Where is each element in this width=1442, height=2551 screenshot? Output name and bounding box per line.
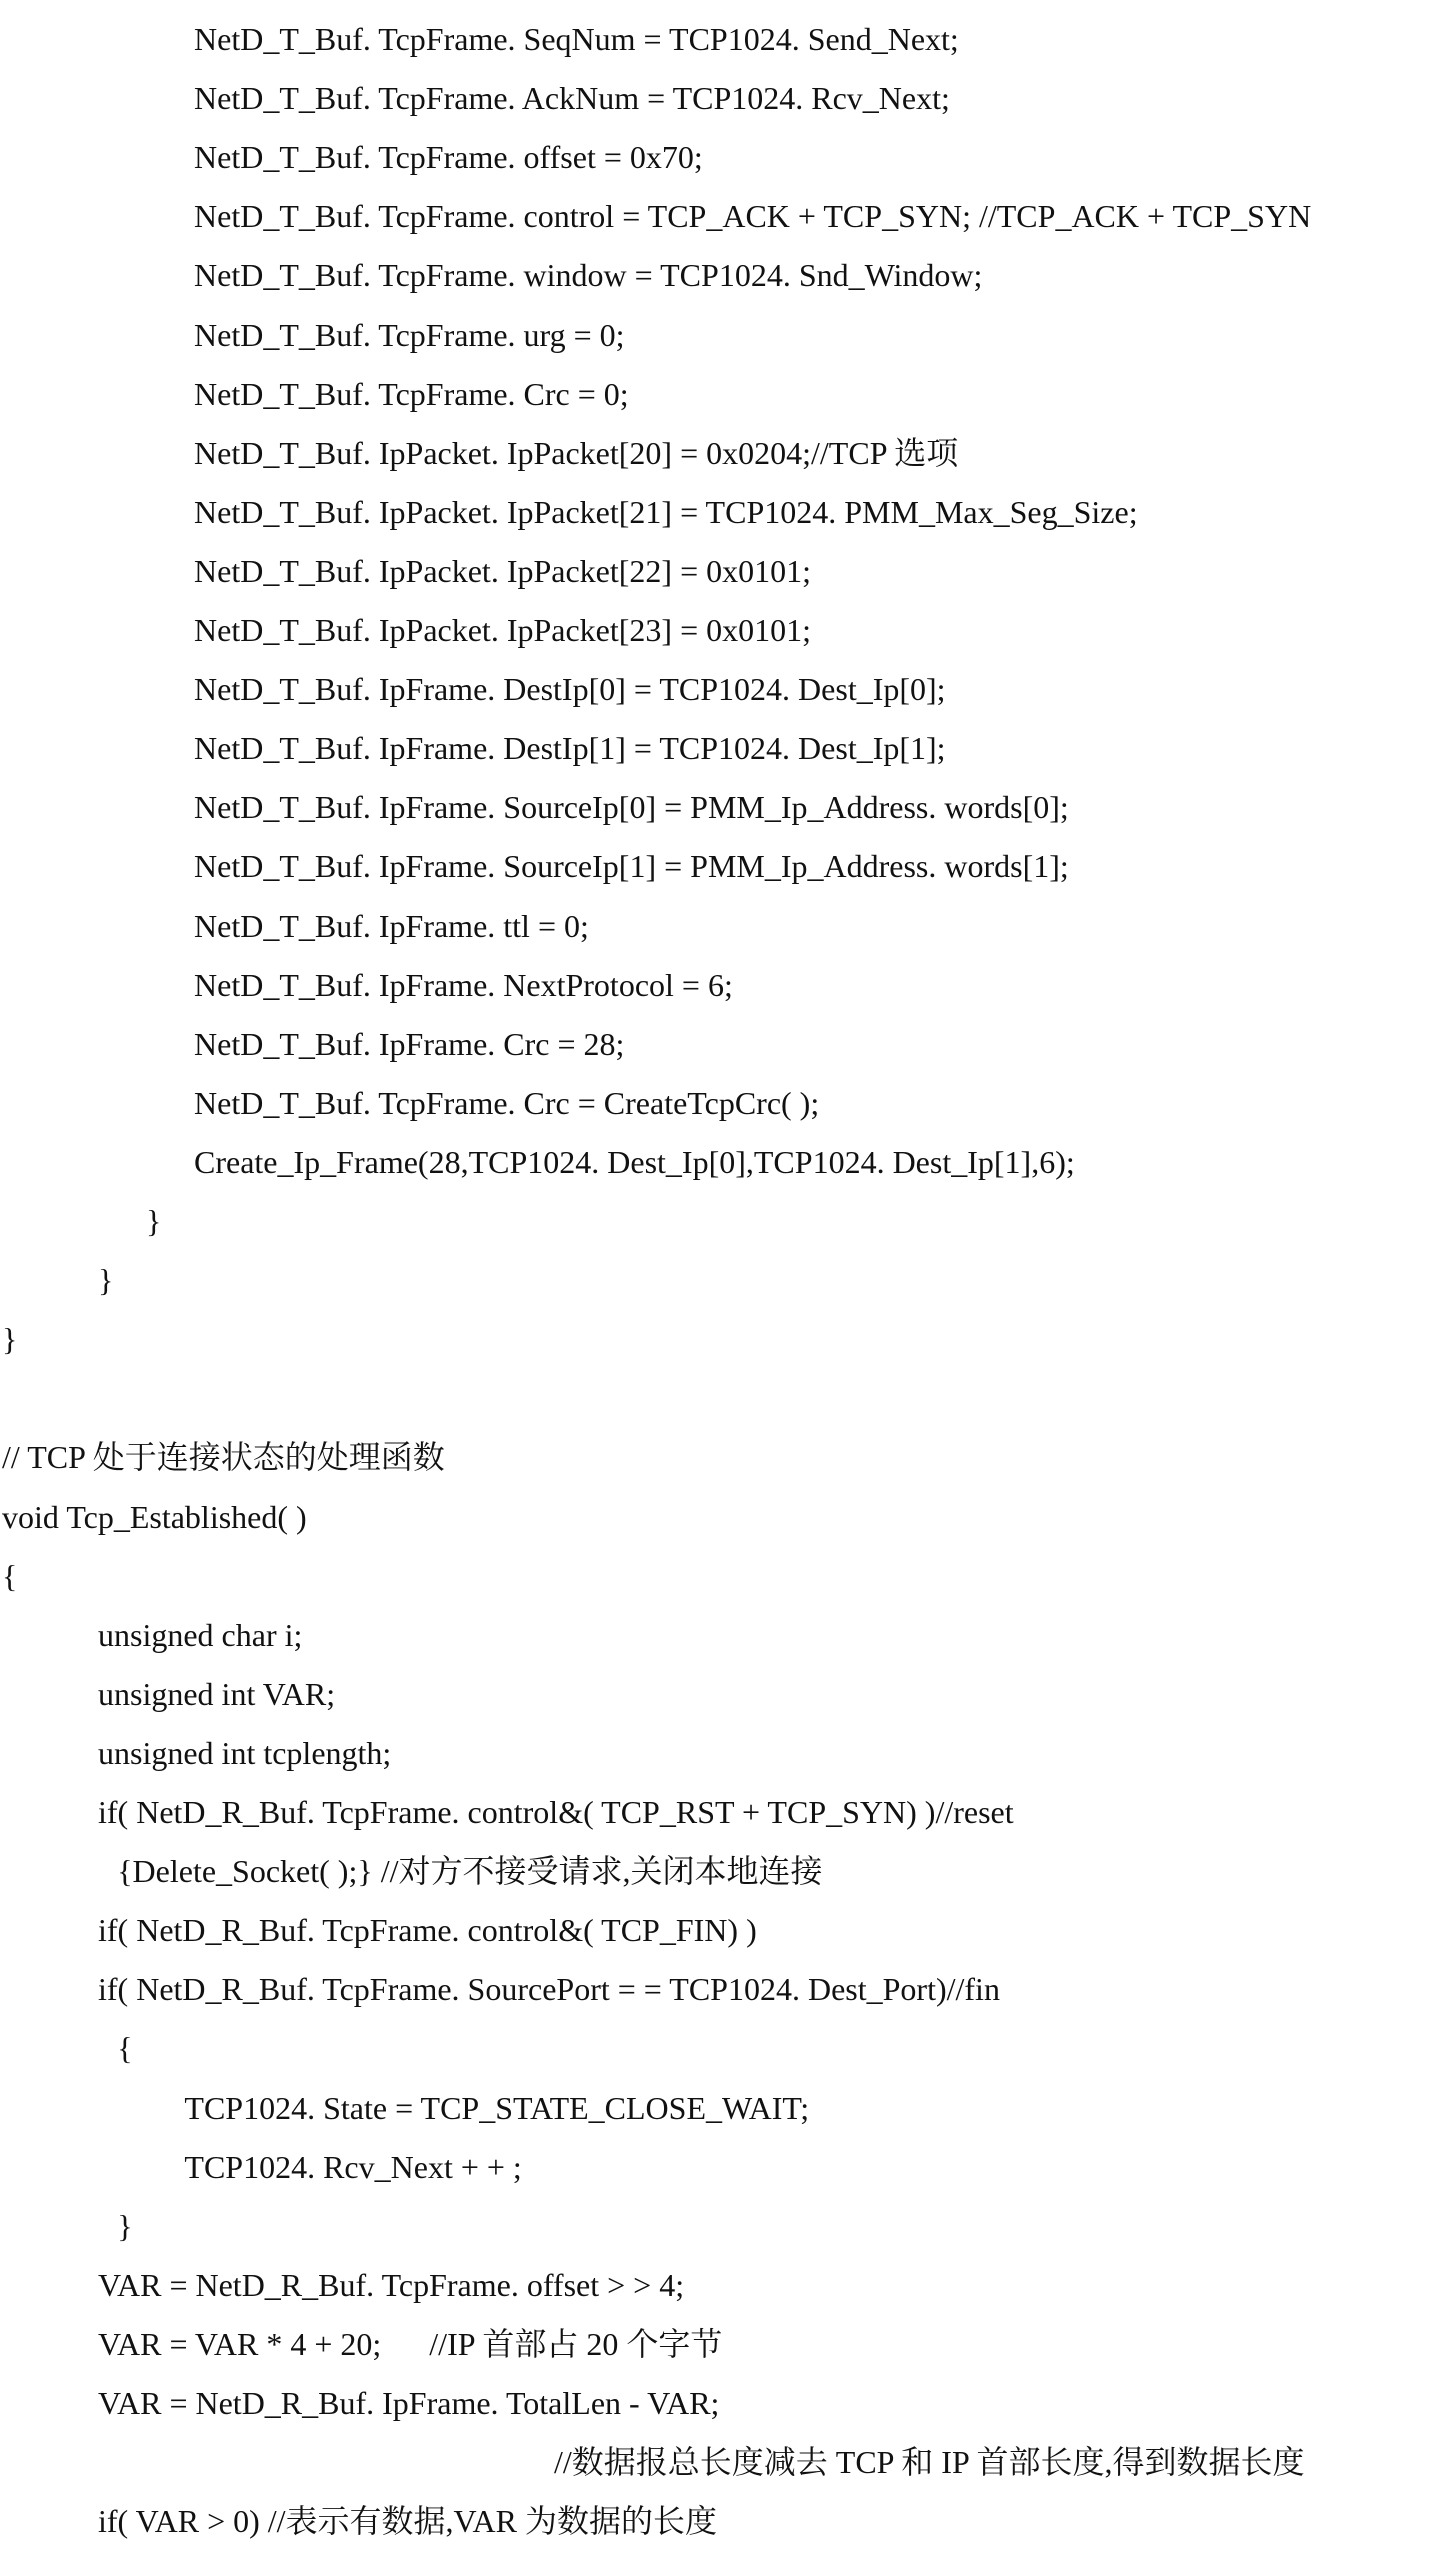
code-line: Create_Ip_Frame(28,TCP1024. Dest_Ip[0],TCP1024. Dest_Ip[1],6);: [194, 1143, 1075, 1180]
code-line: TCP1024. Rcv_Next + + ;: [184, 2148, 522, 2185]
code-line: TCP1024. State = TCP_STATE_CLOSE_WAIT;: [184, 2089, 810, 2126]
code-line: NetD_T_Buf. TcpFrame. SeqNum = TCP1024. Send_Next;: [194, 21, 959, 57]
code-line: if( NetD_R_Buf. TcpFrame. control&( TCP_RST + TCP_SYN) )//reset: [98, 1794, 1014, 1830]
code-line: if( NetD_R_Buf. TcpFrame. SourcePort = = TCP1024. Dest_Port)//fin: [98, 1971, 1000, 2008]
code-line: NetD_T_Buf. IpPacket. IpPacket[22] = 0x0101;: [194, 552, 812, 589]
code-line: if( NetD_R_Buf. TcpFrame. control&( TCP_FIN) ): [98, 1912, 757, 1949]
code-line: unsigned int tcplength;: [98, 1734, 392, 1771]
code-line: unsigned int VAR;: [98, 1675, 336, 1712]
code-line: void Tcp_Established( ): [2, 1498, 307, 1535]
code-line: // TCP 处于连接状态的处理函数: [2, 1439, 445, 1476]
code-line: NetD_T_Buf. IpPacket. IpPacket[20] = 0x0204;//TCP 选项: [194, 434, 959, 471]
code-line: NetD_T_Buf. TcpFrame. AckNum = TCP1024. Rcv_Next;: [194, 80, 950, 117]
code-line: VAR = NetD_R_Buf. TcpFrame. offset > > 4;: [98, 2266, 685, 2303]
code-line: NetD_T_Buf. TcpFrame. Crc = CreateTcpCrc( );: [194, 1084, 820, 1121]
code-line: {Delete_Socket( );} //对方不接受请求,关闭本地连接: [117, 1853, 823, 1890]
code-line: VAR = NetD_R_Buf. IpFrame. TotalLen - VAR;: [98, 2385, 720, 2421]
code-line: NetD_T_Buf. TcpFrame. urg = 0;: [194, 316, 625, 353]
code-line: NetD_T_Buf. TcpFrame. Crc = 0;: [194, 375, 629, 412]
code-line: {: [117, 2030, 133, 2067]
code-line: }: [117, 2207, 133, 2244]
code-line: VAR = VAR * 4 + 20; //IP 首部占 20 个字节: [98, 2325, 723, 2362]
code-line: NetD_T_Buf. IpFrame. SourceIp[1] = PMM_Ip_Address. words[1];: [194, 848, 1069, 885]
code-line: NetD_T_Buf. IpFrame. NextProtocol = 6;: [194, 966, 733, 1003]
code-line: NetD_T_Buf. IpFrame. SourceIp[0] = PMM_Ip_Address. words[0];: [194, 789, 1069, 826]
code-line: }: [98, 1262, 114, 1299]
code-line: }: [146, 1203, 162, 1239]
code-line: NetD_T_Buf. IpFrame. ttl = 0;: [194, 907, 589, 944]
code-line: unsigned char i;: [98, 1616, 303, 1653]
code-line: NetD_T_Buf. IpFrame. DestIp[1] = TCP1024. Dest_Ip[1];: [194, 730, 946, 767]
code-line: NetD_T_Buf. TcpFrame. offset = 0x70;: [194, 139, 703, 176]
code-line: NetD_T_Buf. TcpFrame. window = TCP1024. Snd_Window;: [194, 257, 983, 294]
code-line: NetD_T_Buf. IpFrame. DestIp[0] = TCP1024. Dest_Ip[0];: [194, 671, 946, 708]
code-line: NetD_T_Buf. IpFrame. Crc = 28;: [194, 1025, 625, 1062]
code-line: }: [2, 1321, 18, 1358]
code-line: NetD_T_Buf. TcpFrame. control = TCP_ACK + TCP_SYN; //TCP_ACK + TCP_SYN: [194, 198, 1312, 235]
code-line: if( VAR > 0) //表示有数据,VAR 为数据的长度: [98, 2503, 717, 2540]
code-line: NetD_T_Buf. IpPacket. IpPacket[21] = TCP1024. PMM_Max_Seg_Size;: [194, 493, 1138, 530]
code-line: //数据报总长度减去 TCP 和 IP 首部长度,得到数据长度: [554, 2444, 1305, 2481]
code-line: {: [2, 1557, 18, 1594]
code-line: NetD_T_Buf. IpPacket. IpPacket[23] = 0x0101;: [194, 612, 812, 648]
